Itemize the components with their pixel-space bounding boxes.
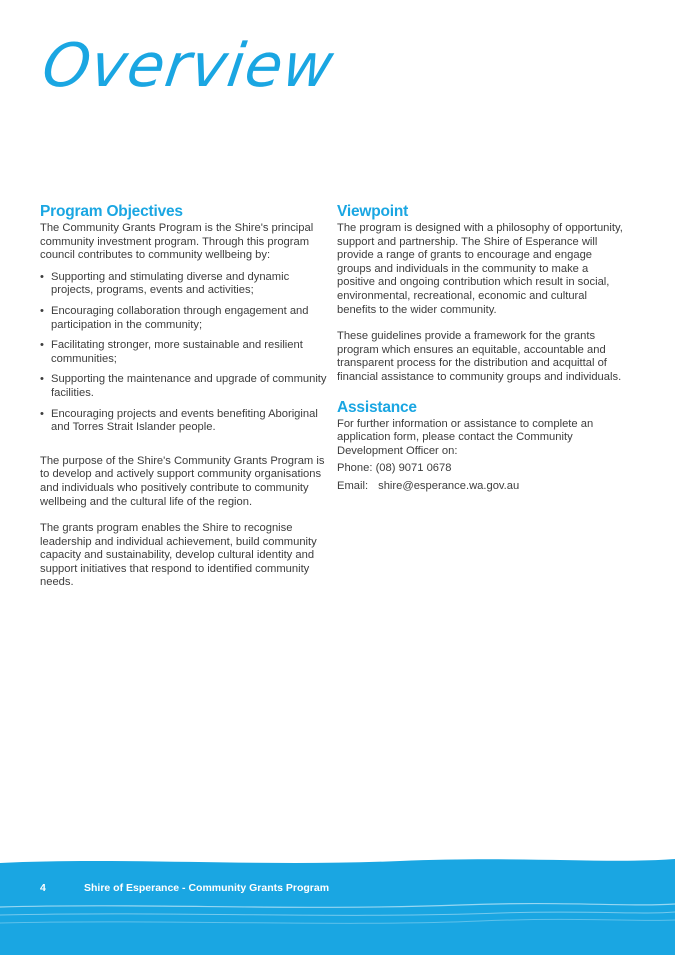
bullet-icon: • <box>40 270 44 283</box>
phone-value: (08) 9071 0678 <box>375 462 452 475</box>
bullet-icon: • <box>40 407 44 420</box>
email-label: Email: <box>337 479 369 492</box>
bullet-icon: • <box>40 339 44 352</box>
phone-line <box>337 462 623 476</box>
list-item-text: Supporting and stimulating diverse and dynamic projects, programs, events and activities; <box>51 270 290 297</box>
viewpoint-paragraph: The program is designed with a philosophy of opportunity, support and partnership. The Shire of Esperance will provide a range of grants to encourage and engage groups and individuals in the community to make a positive and ongoing contribution which result in social, environmental, recreational, economic and cultural benefits to the wider community. <box>337 222 623 316</box>
email-line <box>337 480 623 494</box>
objectives-list <box>40 271 330 435</box>
list-item-text: Encouraging collaboration through engagement and participation in the community; <box>51 304 309 331</box>
guidelines-paragraph: These guidelines provide a framework for the grants program which ensures an equitable, accountable and transparent process for the distribution and acquittal of financial assistance to community groups and individuals. <box>337 330 622 383</box>
bullet-icon: • <box>40 373 44 386</box>
grants-program-paragraph: The grants program enables the Shire to recognise leadership and individual achievement, build community capacity and sustainability, develop cultural identity and support initiatives that respond to identified community needs. <box>40 522 317 589</box>
wave-background-icon <box>0 855 675 955</box>
footer-title: Shire of Esperance - Community Grants Program <box>84 882 330 894</box>
program-objectives-heading: Program Objectives <box>40 203 183 220</box>
program-objectives-intro: The Community Grants Program is the Shire's principal community investment program. Through this program council contributes to community wellbeing by: <box>40 222 314 262</box>
phone-label: Phone: <box>337 462 373 475</box>
list-item <box>40 373 330 400</box>
list-item-text: Encouraging projects and events benefiting Aboriginal and Torres Strait Islander people. <box>51 407 318 434</box>
page-number: 4 <box>40 882 46 894</box>
viewpoint-heading: Viewpoint <box>337 203 409 220</box>
right-column <box>337 202 623 494</box>
list-item-text: Facilitating stronger, more sustainable and resilient communities; <box>51 339 303 365</box>
list-item <box>40 305 330 332</box>
left-column <box>40 202 330 590</box>
purpose-paragraph: The purpose of the Shire's Community Grants Program is to develop and actively support community organisations and individuals who positively contribute to community wellbeing and the cultural life of the region. <box>40 454 325 508</box>
email-link[interactable]: shire@esperance.wa.gov.au <box>378 479 520 492</box>
list-item <box>40 339 330 366</box>
assistance-heading: Assistance <box>337 398 417 416</box>
list-item <box>40 408 330 435</box>
footer-band <box>0 855 675 955</box>
list-item <box>40 271 330 298</box>
assistance-paragraph: For further information or assistance to complete an application form, please contact the Community Development Officer on: <box>337 417 594 457</box>
bullet-icon: • <box>40 304 44 317</box>
list-item-text: Supporting the maintenance and upgrade of community facilities. <box>51 373 327 399</box>
page-title: Overview <box>38 31 339 101</box>
